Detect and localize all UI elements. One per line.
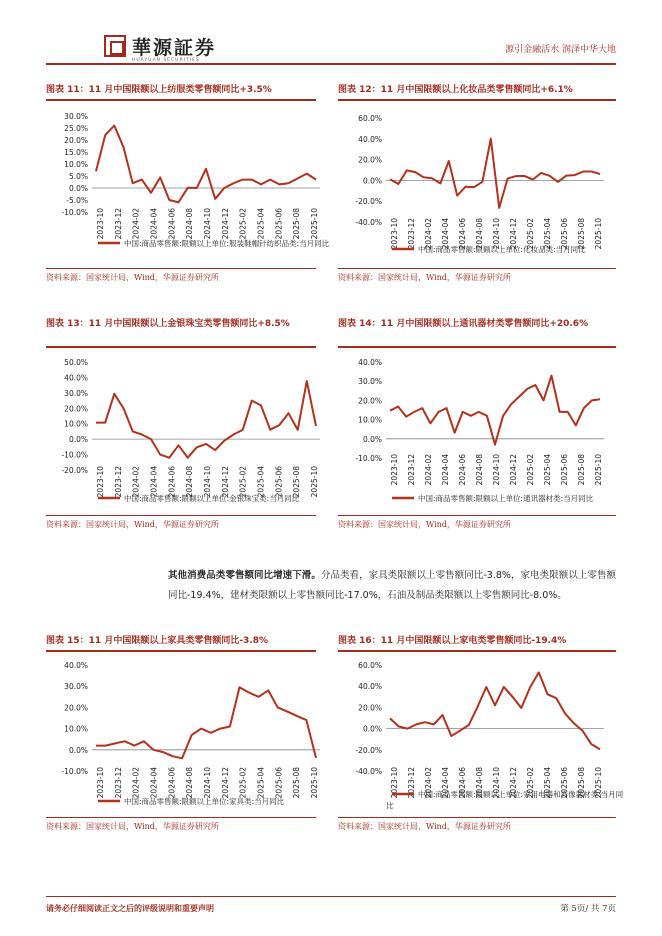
x-tick-label: 2025-02: [526, 218, 535, 250]
x-tick-label: 2024-10: [203, 466, 212, 498]
x-tick-label: 2023-12: [407, 454, 416, 486]
y-tick-label: 40.0%: [64, 661, 88, 670]
y-tick-label: 30.0%: [358, 377, 382, 387]
y-tick-label: 0.0%: [68, 435, 88, 445]
series-line: [390, 376, 600, 445]
y-tick-label: 15.0%: [64, 148, 88, 157]
y-tick-label: 40.0%: [358, 682, 382, 692]
y-tick-label: -10.0%: [61, 767, 88, 776]
x-tick-label: 2025-04: [256, 466, 266, 498]
y-tick-label: 10.0%: [64, 419, 88, 429]
y-tick-label: -20.0%: [355, 197, 382, 207]
x-tick-label: 2024-04: [441, 767, 450, 799]
x-tick-label: 2024-12: [509, 454, 518, 486]
y-tick-label: 5.0%: [68, 172, 88, 181]
legend-label: 中国:商品零售额:限额以上单位:家用电器和音像器材类:当月同: [418, 790, 624, 799]
y-tick-label: -40.0%: [355, 767, 382, 776]
x-tick-label: 2025-10: [594, 767, 603, 799]
x-tick-label: 2024-08: [185, 767, 195, 799]
x-tick-label: 2023-10: [96, 767, 105, 799]
chart-source-13: 资料来源：国家统计局，Wind，华源证券研究所: [46, 520, 219, 529]
y-tick-label: 0.0%: [68, 184, 88, 193]
x-tick-label: 2024-02: [424, 218, 433, 250]
chart-title-rule: [338, 99, 616, 101]
x-tick-label: 2024-08: [185, 466, 195, 498]
body-lead: 其他消费品类零售额同比增速下滑。: [168, 570, 321, 581]
chart-12: [338, 106, 616, 266]
x-tick-label: 2025-06: [560, 767, 569, 799]
x-tick-label: 2024-04: [441, 218, 450, 250]
source-rule: [46, 515, 316, 516]
x-tick-label: 2024-10: [203, 767, 212, 799]
y-tick-label: 10.0%: [358, 415, 382, 425]
source-rule: [338, 515, 616, 516]
x-tick-label: 2023-12: [113, 208, 123, 240]
source-rule: [46, 268, 316, 269]
x-tick-label: 2025-04: [256, 208, 266, 240]
body-paragraph: [168, 566, 616, 606]
y-tick-label: 20.0%: [358, 155, 382, 165]
legend-label: 中国:商品零售额:限额以上单位:通讯器材类:当月同比: [418, 494, 594, 503]
header-slogan: 源引金融活水 润泽中华大地: [505, 45, 616, 55]
y-tick-label: 40.0%: [358, 358, 382, 367]
x-tick-label: 2024-12: [509, 767, 518, 799]
legend-label: 中国:商品零售额:限额以上单位:家具类:当月同比: [124, 797, 285, 806]
y-tick-label: -20.0%: [61, 466, 88, 475]
x-tick-label: 2024-04: [441, 454, 450, 486]
x-tick-label: 2025-10: [310, 767, 319, 799]
x-tick-label: 2025-10: [310, 208, 319, 240]
logo-mark-icon: [104, 35, 126, 57]
x-tick-label: 2025-08: [292, 767, 302, 799]
chart-13: [46, 352, 319, 512]
y-tick-label: 20.0%: [64, 136, 88, 145]
body-text: 分品类看，家具类限额以上零售额同比-3.8%，家电类限额以上零售额同比-19.4%，建材类限额以上零售额同比-17.0%，石油及制品类限额以上零售额同比-8.0%。: [168, 570, 616, 601]
x-tick-label: 2023-10: [390, 454, 399, 486]
x-tick-label: 2025-08: [577, 454, 586, 486]
x-tick-label: 2025-10: [594, 218, 603, 250]
x-tick-label: 2023-10: [96, 208, 105, 240]
source-rule: [338, 817, 616, 818]
y-tick-label: 10.0%: [64, 724, 88, 734]
y-tick-label: -10.0%: [61, 450, 88, 460]
chart-16: [338, 656, 624, 814]
x-tick-label: 2025-08: [292, 466, 302, 498]
series-line: [390, 672, 600, 749]
x-tick-label: 2024-06: [167, 466, 177, 498]
x-tick-label: 2024-04: [149, 466, 159, 498]
x-tick-label: 2024-12: [220, 208, 230, 240]
x-tick-label: 2025-08: [577, 218, 586, 250]
y-tick-label: -20.0%: [355, 745, 382, 755]
x-tick-label: 2024-06: [167, 208, 177, 240]
y-tick-label: 60.0%: [358, 661, 382, 670]
x-tick-label: 2024-08: [475, 767, 484, 799]
x-tick-label: 2024-02: [424, 767, 433, 799]
chart-source-16: 资料来源：国家统计局，Wind，华源证券研究所: [338, 822, 511, 831]
x-tick-label: 2023-10: [96, 466, 105, 498]
y-tick-label: 0.0%: [362, 434, 382, 444]
x-tick-label: 2024-06: [458, 454, 467, 486]
chart-title-15: 图表 15：11 月中国限额以上家具类零售额同比-3.8%: [46, 636, 269, 646]
legend-label: 中国:商品零售额:限额以上单位:化妆品类:当月同比: [418, 245, 586, 254]
legend-label: 中国:商品零售额:限额以上单位:金银珠宝类:当月同比: [124, 494, 300, 503]
x-tick-label: 2024-02: [424, 454, 433, 486]
series-line: [390, 139, 600, 208]
header-divider: [46, 63, 616, 65]
legend-label: 中国:商品零售额:限额以上单位:服装鞋帽针纺织品类:当月同比: [124, 239, 330, 248]
x-tick-label: 2024-04: [149, 767, 159, 799]
y-tick-label: 0.0%: [362, 724, 382, 734]
page-number: 第 5页/ 共 7页: [560, 904, 616, 914]
y-tick-label: 40.0%: [358, 134, 382, 144]
y-tick-label: 20.0%: [64, 404, 88, 414]
series-line: [96, 126, 316, 203]
series-line: [96, 381, 316, 458]
chart-source-11: 资料来源：国家统计局，Wind，华源证券研究所: [46, 273, 219, 282]
x-tick-label: 2024-12: [220, 767, 230, 799]
chart-11: [46, 106, 330, 266]
x-tick-label: 2025-04: [256, 767, 266, 799]
chart-title-rule: [338, 650, 616, 652]
x-tick-label: 2024-06: [458, 767, 467, 799]
x-tick-label: 2024-06: [458, 218, 467, 250]
y-tick-label: 30.0%: [64, 388, 88, 398]
chart-title-rule: [46, 346, 316, 348]
chart-source-15: 资料来源：国家统计局，Wind，华源证券研究所: [46, 822, 219, 831]
y-tick-label: 20.0%: [64, 703, 88, 713]
y-tick-label: 25.0%: [64, 124, 88, 133]
x-tick-label: 2025-10: [310, 466, 319, 498]
source-rule: [46, 817, 316, 818]
legend-label-cont: 比: [386, 801, 394, 810]
x-tick-label: 2024-10: [203, 208, 212, 240]
x-tick-label: 2024-08: [475, 218, 484, 250]
logo-subtext: HUAYUAN SECURITIES: [132, 58, 200, 63]
logo-text: 華源証券: [132, 37, 217, 59]
x-tick-label: 2025-06: [560, 218, 569, 250]
y-tick-label: 0.0%: [362, 176, 382, 186]
x-tick-label: 2024-12: [220, 466, 230, 498]
y-tick-label: 30.0%: [64, 112, 88, 121]
x-tick-label: 2024-10: [492, 454, 501, 486]
x-tick-label: 2023-12: [407, 767, 416, 799]
x-tick-label: 2025-02: [238, 767, 248, 799]
x-tick-label: 2024-10: [492, 218, 501, 250]
x-tick-label: 2025-08: [577, 767, 586, 799]
chart-title-rule: [46, 99, 316, 101]
x-tick-label: 2025-02: [526, 454, 535, 486]
chart-source-14: 资料来源：国家统计局，Wind，华源证券研究所: [338, 520, 511, 529]
x-tick-label: 2024-02: [131, 767, 141, 799]
x-tick-label: 2024-06: [167, 767, 177, 799]
chart-title-16: 图表 16：11 月中国限额以上家电类零售额同比-19.4%: [338, 636, 567, 646]
chart-title-14: 图表 14：11 月中国限额以上通讯器材类零售额同比+20.6%: [338, 319, 589, 329]
x-tick-label: 2024-08: [185, 208, 195, 240]
y-tick-label: -10.0%: [61, 208, 88, 217]
chart-title-11: 图表 11：11 月中国限额以上纺服类零售额同比+3.5%: [46, 85, 272, 95]
x-tick-label: 2023-10: [390, 218, 399, 250]
x-tick-label: 2024-08: [475, 454, 484, 486]
x-tick-label: 2024-10: [492, 767, 501, 799]
x-tick-label: 2025-06: [560, 454, 569, 486]
x-tick-label: 2025-02: [238, 466, 248, 498]
x-tick-label: 2024-04: [149, 208, 159, 240]
y-tick-label: -5.0%: [66, 196, 88, 205]
y-tick-label: 20.0%: [358, 396, 382, 406]
y-tick-label: 50.0%: [64, 358, 88, 367]
x-tick-label: 2025-04: [543, 454, 552, 486]
x-tick-label: 2025-08: [292, 208, 302, 240]
chart-title-rule: [46, 650, 316, 652]
x-tick-label: 2025-06: [274, 767, 284, 799]
x-tick-label: 2023-12: [113, 466, 123, 498]
y-tick-label: 60.0%: [358, 114, 382, 123]
x-tick-label: 2025-02: [526, 767, 535, 799]
y-tick-label: 20.0%: [358, 703, 382, 713]
x-tick-label: 2023-12: [407, 218, 416, 250]
x-tick-label: 2025-02: [238, 208, 248, 240]
x-tick-label: 2025-04: [543, 767, 552, 799]
y-tick-label: 40.0%: [64, 373, 88, 383]
x-tick-label: 2025-06: [274, 466, 284, 498]
chart-15: [46, 656, 319, 814]
chart-source-12: 资料来源：国家统计局，Wind，华源证券研究所: [338, 273, 511, 282]
x-tick-label: 2025-04: [543, 218, 552, 250]
chart-title-12: 图表 12：11 月中国限额以上化妆品类零售额同比+6.1%: [338, 85, 573, 95]
x-tick-label: 2023-10: [390, 767, 399, 799]
x-tick-label: 2023-12: [113, 767, 123, 799]
y-tick-label: 0.0%: [68, 745, 88, 755]
footer-disclaimer: 请务必仔细阅读正文之后的评级说明和重要声明: [46, 903, 214, 913]
y-tick-label: 10.0%: [64, 160, 88, 169]
x-tick-label: 2024-12: [509, 218, 518, 250]
x-tick-label: 2025-10: [594, 454, 603, 486]
y-tick-label: -10.0%: [355, 454, 382, 463]
series-line: [96, 687, 316, 758]
y-tick-label: -40.0%: [355, 218, 382, 227]
chart-title-13: 图表 13：11 月中国限额以上金银珠宝类零售额同比+8.5%: [46, 319, 290, 329]
x-tick-label: 2024-02: [131, 466, 141, 498]
y-tick-label: 30.0%: [64, 682, 88, 692]
x-tick-label: 2024-02: [131, 208, 141, 240]
footer-divider: [46, 896, 616, 897]
chart-14: [338, 352, 616, 512]
source-rule: [338, 268, 616, 269]
chart-title-rule: [338, 346, 616, 348]
x-tick-label: 2025-06: [274, 208, 284, 240]
